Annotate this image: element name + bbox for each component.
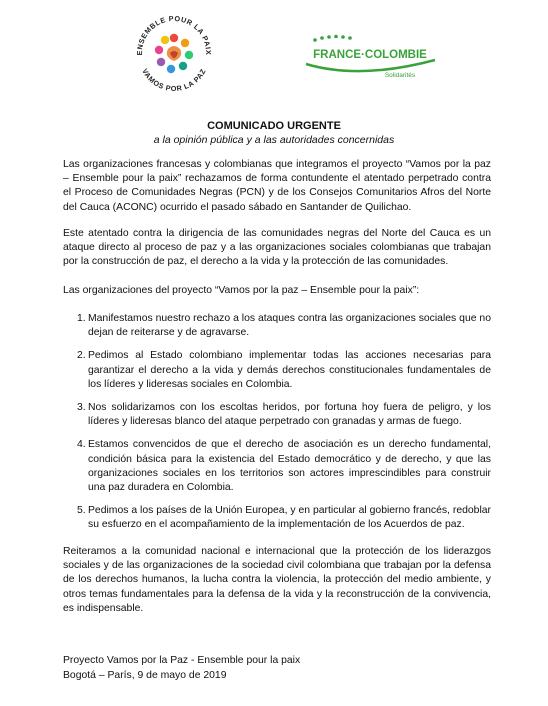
list-item-number: 3.	[77, 402, 86, 414]
paragraph-1: Las organizaciones francesas y colombianas que integramos el proyecto “Vamos por la paz – Ensemble pour la paix” rechazamos de forma contundente el atentado perpetrado contra el Proceso de Comunidades Negras (PCN) y de los Consejos Comunitarios Afros del Norte del Cauca (ACONC) ocurrido el pasado sábado en Santander de Quilichao.	[63, 159, 491, 213]
logo-name: FRANCE·COLOMBIE	[313, 49, 427, 61]
paragraph-2: Este atentado contra la dirigencia de las comunidades negras del Norte del Cauca es un ataque directo al proceso de paz y a las organizaciones sociales colombianas que trabajan por la construcción de paz, el derecho a la vida y la protección de las comunidades.	[63, 228, 491, 268]
list-item	[63, 312, 491, 340]
list-item-number: 4.	[77, 439, 86, 451]
list-item-text: Estamos convencidos de que el derecho de asociación es un derecho fundamental, condición básica para la existencia del Estado democrático y de derecho, y que las organizaciones sociales en los territorios son actores imprescindibles para construir una paz duradera en Colombia.	[88, 439, 491, 494]
logo-subname: Solidarités	[384, 72, 416, 79]
footer-date: Bogotá – París, 9 de mayo de 2019	[63, 670, 227, 681]
document-title: COMUNICADO URGENTE	[207, 120, 341, 132]
logo-ring-top-text: ENSEMBLE POUR LA PAIX	[134, 13, 214, 56]
ensemble-pour-la-paix-logo	[129, 8, 219, 98]
dots-arc-icon	[313, 35, 352, 42]
list-item-number: 2.	[77, 350, 86, 362]
logo-ring-bottom-text: VAMOS POR LA PAZ	[140, 67, 208, 94]
list-item	[63, 438, 491, 495]
demands-list	[63, 312, 491, 542]
list-item-number: 5.	[77, 505, 86, 517]
document-subtitle: a la opinión pública y a las autoridades concernidas	[153, 134, 395, 146]
list-item-text: Manifestamos nuestro rechazo a los ataques contra las organizaciones sociales que no dejan de reiterarse y de agravarse.	[88, 313, 491, 339]
paragraph-3: Las organizaciones del proyecto “Vamos por la paz – Ensemble pour la paix”:	[63, 285, 420, 296]
green-swoosh-icon	[306, 60, 435, 71]
list-item	[63, 504, 491, 532]
list-item-text: Pedimos al Estado colombiano implementar todas las acciones necesarias para garantizar el derecho a la vida y demás derechos constitucionales fundamentales de los líderes y lideresas sociales en Colombia.	[88, 350, 491, 390]
people-circle-icon	[155, 34, 193, 73]
list-item-number: 1.	[77, 313, 86, 324]
list-item	[63, 401, 491, 429]
footer-project: Proyecto Vamos por la Paz - Ensemble pour la paix	[63, 655, 301, 666]
list-item-text: Nos solidarizamos con los escoltas heridos, por fortuna hoy fuera de peligro, y los líderes y lideresas blanco del ataque perpetrado con granadas y armas de fuego.	[88, 402, 491, 428]
france-colombie-logo	[300, 30, 440, 82]
list-item-text: Pedimos a los países de la Unión Europea, y en particular al gobierno francés, redoblar su esfuerzo en el acompañamiento de la implementación de los Acuerdos de paz.	[88, 505, 491, 531]
paragraph-4: Reiteramos a la comunidad nacional e internacional que la protección de los liderazgos sociales y de las organizaciones de la sociedad civil colombiana que trabajan por la defensa de los derechos humanos, la lucha contra la violencia, la protección del medio ambiente, y otros temas fundamentales para la defensa de la vida y la reconstrucción de la convivencia, es indispensable.	[63, 546, 491, 614]
list-item	[63, 349, 491, 392]
